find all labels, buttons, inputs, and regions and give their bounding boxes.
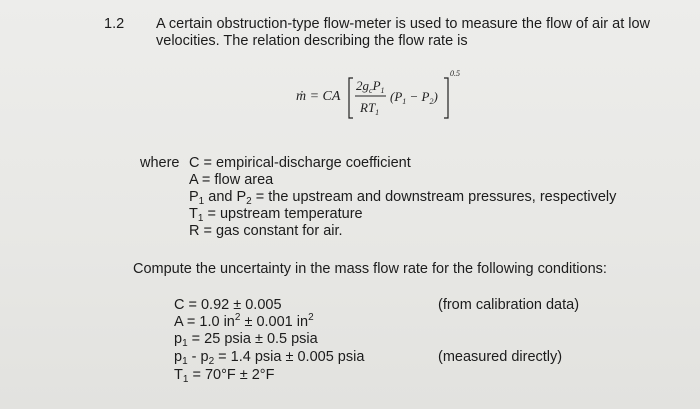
note-measured: (measured directly) <box>438 349 563 365</box>
definition-R: R = gas constant for air. <box>189 223 343 239</box>
problem-number: 1.2 <box>104 16 125 32</box>
definition-A: A = flow area <box>189 172 274 188</box>
formula-pressure-difference: $(P_1 - P_2)$ <box>390 89 438 106</box>
formula-lhs: ṁ = CA <box>296 89 341 104</box>
formula-denominator: $RT_1$ <box>360 100 380 117</box>
formula-exponent: 0.5 <box>450 69 460 78</box>
definition-P: $P_1$ and $P_2$ = the upstream and downstream pressures, respectively <box>189 189 617 207</box>
formula-numerator: $2g_cP_1$ <box>356 78 385 95</box>
formula-right-bracket <box>444 78 448 118</box>
where-label: where <box>140 155 180 171</box>
condition-C: C = 0.92 ± 0.005 <box>174 297 282 313</box>
formula-svg <box>296 60 476 130</box>
definition-C: C = empirical-discharge coefficient <box>189 155 411 171</box>
formula-left-bracket <box>349 78 353 118</box>
condition-pressure-difference: $p_1 - p_2 = 1.4$ psia ± 0.005 psia <box>174 349 365 367</box>
note-calibration: (from calibration data) <box>438 297 580 313</box>
flow-rate-formula <box>296 60 476 130</box>
problem-intro-line1: A certain obstruction-type flow-meter is used to measure the flow of air at low <box>156 16 651 32</box>
problem-intro-line2: velocities. The relation describing the flow rate is <box>156 33 468 49</box>
condition-A: A = 1.0 $in^2 \pm 0.001$ $in^2$ <box>174 312 314 330</box>
task-statement: Compute the uncertainty in the mass flow rate for the following conditions: <box>133 261 607 277</box>
condition-T1: $T_1 = 70^\circ F \pm 2^\circ F$ <box>174 367 275 385</box>
definition-T: $T_1$ = upstream temperature <box>189 206 363 224</box>
condition-p1: $p_1 = 25$ psia ± 0.5 psia <box>174 331 318 349</box>
